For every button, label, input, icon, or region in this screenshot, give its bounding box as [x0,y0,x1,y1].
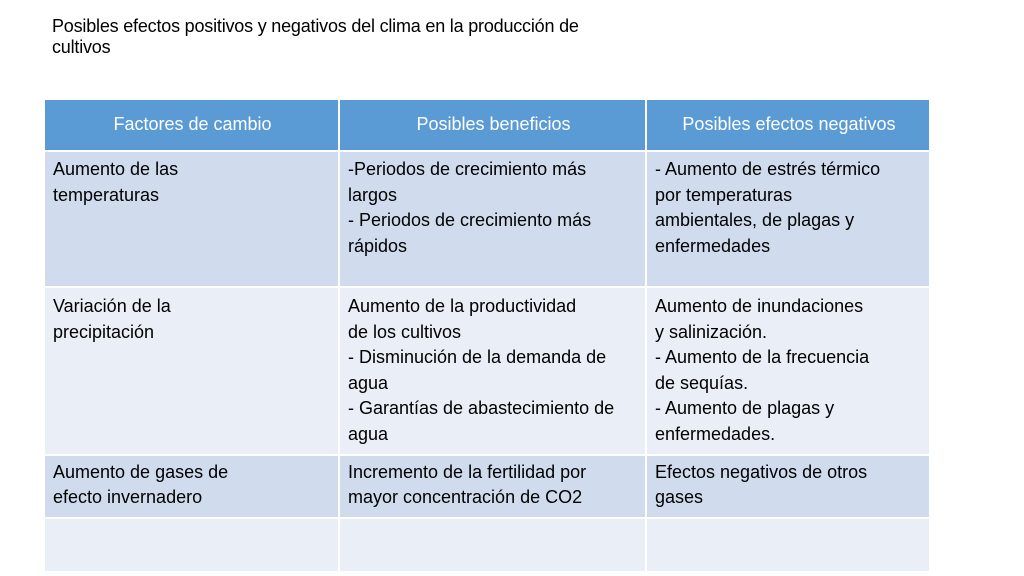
cell-line: -Periodos de crecimiento más [348,159,587,179]
cell-factor-empty [44,518,339,572]
cell-line: efecto invernadero [53,487,203,508]
cell-negatives [646,151,930,287]
cell-line: mayor concentración de CO2 [348,487,583,508]
cell-line: por temperaturas [655,184,793,205]
cell-line: rápidos [348,235,408,256]
cell-factor [44,287,339,455]
title-line-1: Posibles efectos positivos y negativos del clima en la producción de [52,16,579,36]
cell-line: gases [655,487,704,508]
cell-factor [44,151,339,287]
cell-line: - Aumento de la frecuencia [655,347,870,368]
cell-negatives [646,287,930,455]
cell-line: temperaturas [53,184,160,205]
cell-negatives-empty [646,518,930,572]
table-header-row [44,99,930,151]
cell-line: agua [348,423,389,444]
cell-line: largos [348,184,398,205]
cell-line: - Aumento de estrés térmico [655,159,881,179]
cell-line: y salinización. [655,321,768,342]
table-row [44,287,930,455]
cell-benefits [339,151,646,287]
climate-effects-table [43,98,931,573]
cell-line: Variación de la [53,296,171,316]
header-negativos: Posibles efectos negativos [646,99,930,151]
header-beneficios: Posibles beneficios [339,99,646,151]
cell-benefits [339,287,646,455]
cell-benefits [339,455,646,518]
cell-line: - Periodos de crecimiento más [348,210,592,231]
table-row [44,151,930,287]
cell-line: - Garantías de abastecimiento de [348,398,615,419]
cell-line: precipitación [53,321,155,342]
cell-line: Efectos negativos de otros [655,461,868,482]
climate-effects-table-wrap [43,98,929,573]
cell-line: Aumento de las [53,159,179,179]
table-row [44,455,930,518]
cell-factor [44,455,339,518]
cell-line: Aumento de la productividad [348,296,577,316]
cell-negatives [646,455,930,518]
cell-line: enfermedades. [655,423,776,444]
title-line-2: cultivos [52,37,111,57]
cell-line: - Aumento de plagas y [655,398,835,419]
slide-title [52,16,672,58]
cell-line: Aumento de inundaciones [655,296,864,316]
cell-line: Aumento de gases de [53,461,229,482]
cell-benefits-empty [339,518,646,572]
cell-line: Incremento de la fertilidad por [348,461,587,482]
cell-line: - Disminución de la demanda de [348,347,607,368]
header-factores: Factores de cambio [44,99,339,151]
cell-line: de sequías. [655,372,749,393]
cell-line: de los cultivos [348,321,462,342]
cell-line: ambientales, de plagas y [655,210,855,231]
cell-line: enfermedades [655,235,771,256]
table-row-empty [44,518,930,572]
cell-line: agua [348,372,389,393]
